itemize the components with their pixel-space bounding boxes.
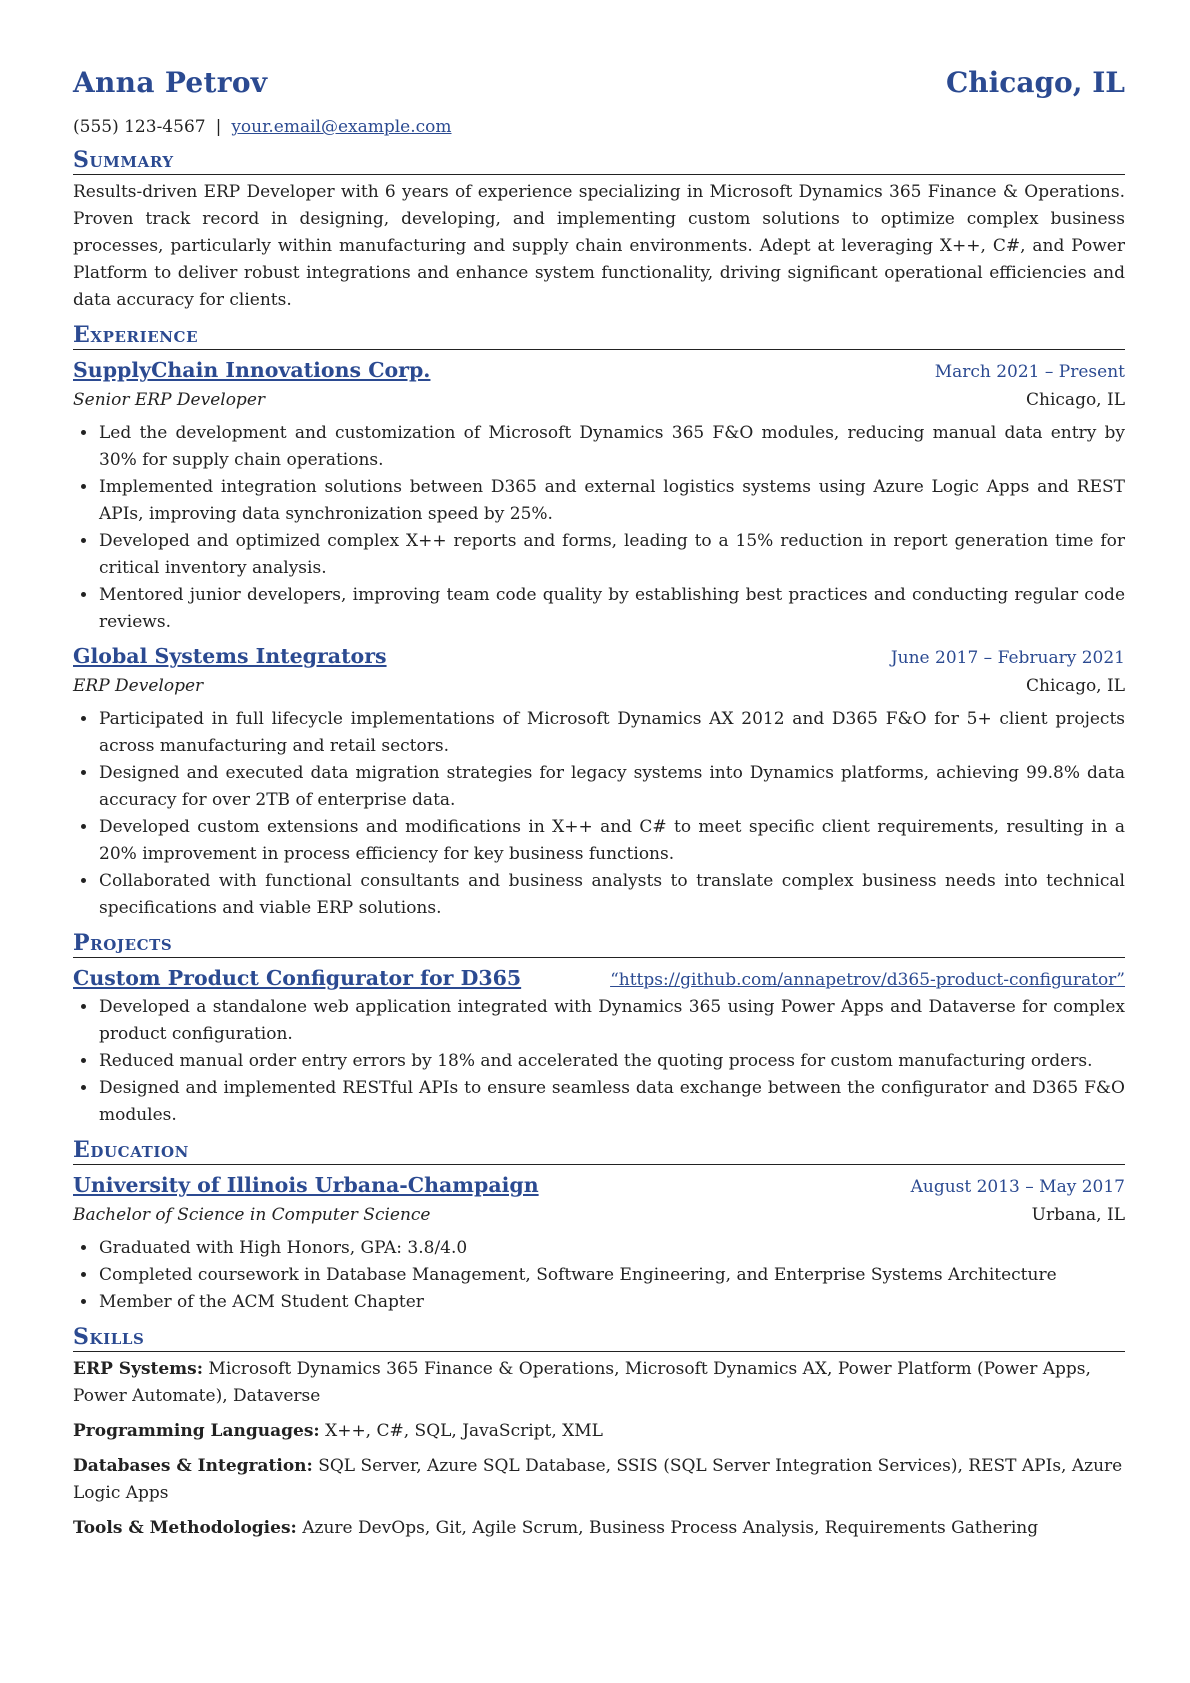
bullet-item: • Collaborated with functional consultants and business analysts to translate complex business needs into technical specifications and viable ERP solutions. [98,868,1125,922]
job-location: Chicago, IL [1026,390,1125,410]
phone-number: (555) 123-4567 [73,117,206,137]
skill-group [73,1418,1125,1445]
projects-heading: Projects [73,930,1125,958]
resume-header [73,66,1125,106]
bullet-item: • Led the development and customization of Microsoft Dynamics 365 F&O modules, reducing manual data entry by 30% for supply chain operations. [98,420,1125,474]
skill-group [73,1356,1125,1410]
skill-value: Azure DevOps, Git, Agile Scrum, Business Process Analysis, Requirements Gathering [302,1518,1039,1538]
job-bullets [73,420,1125,636]
contact-separator: | [215,117,222,137]
education-dates: August 2013 – May 2017 [910,1177,1125,1197]
bullet-item: • Designed and implemented RESTful APIs to ensure seamless data exchange between the configurator and D365 F&O modules. [98,1075,1125,1129]
resume-page [73,66,1125,1542]
skill-value: SQL Server, Azure SQL Database, SSIS (SQL Server Integration Services), REST APIs, Azure Logic Apps [73,1456,1123,1503]
bullet-item: • Reduced manual order entry errors by 18% and accelerated the quoting process for custom manufacturing orders. [98,1048,1125,1075]
project-name-link[interactable]: Custom Product Configurator for D365 [73,966,522,990]
school-name-link[interactable]: University of Illinois Urbana-Champaign [73,1173,539,1197]
job-dates: March 2021 – Present [934,362,1125,382]
job-bullets [73,706,1125,922]
bullet-item: • Developed custom extensions and modifications in X++ and C# to meet specific client requirements, resulting in a 20% improvement in process efficiency for key business functions. [98,814,1125,868]
skills-heading: Skills [73,1324,1125,1352]
company-name-link[interactable]: SupplyChain Innovations Corp. [73,358,431,382]
education-heading: Education [73,1137,1125,1165]
job-entry [73,356,1125,636]
education-entry [73,1171,1125,1316]
bullet-item: • Participated in full lifecycle implementations of Microsoft Dynamics AX 2012 and D365 F&O for 5+ client projects across manufacturing and retail sectors. [98,706,1125,760]
project-bullets [73,994,1125,1129]
summary-heading: Summary [73,147,1125,175]
skill-label: Databases & Integration: [73,1456,313,1476]
company-name-link[interactable]: Global Systems Integrators [73,644,387,668]
contact-line [73,115,1125,139]
experience-heading: Experience [73,322,1125,350]
bullet-item: • Completed coursework in Database Management, Software Engineering, and Enterprise Systems Architecture [98,1262,1125,1289]
bullet-item: • Implemented integration solutions between D365 and external logistics systems using Azure Logic Apps and REST APIs, improving data synchronization speed by 25%. [98,474,1125,528]
skill-group [73,1453,1125,1507]
bullet-item: • Developed and optimized complex X++ reports and forms, leading to a 15% reduction in report generation time for critical inventory analysis. [98,528,1125,582]
bullet-item: • Developed a standalone web application integrated with Dynamics 365 using Power Apps and Dataverse for complex product configuration. [98,994,1125,1048]
job-dates: June 2017 – February 2021 [890,648,1125,668]
skill-group [73,1515,1125,1542]
degree-title: Bachelor of Science in Computer Science [73,1205,431,1225]
skill-value: X++, C#, SQL, JavaScript, XML [325,1421,603,1441]
education-location: Urbana, IL [1031,1205,1125,1225]
candidate-name: Anna Petrov [73,66,268,99]
project-url-link[interactable]: “https://github.com/annapetrov/d365-product-configurator” [610,970,1125,990]
bullet-item: • Designed and executed data migration strategies for legacy systems into Dynamics platforms, achieving 99.8% data accuracy for over 2TB of enterprise data. [98,760,1125,814]
skills-list [73,1356,1125,1542]
job-title: Senior ERP Developer [73,390,266,410]
bullet-item: • Mentored junior developers, improving team code quality by establishing best practices and conducting regular code reviews. [98,582,1125,636]
email-link[interactable]: your.email@example.com [231,117,452,137]
job-location: Chicago, IL [1026,676,1125,696]
candidate-location: Chicago, IL [945,66,1125,99]
skill-value: Microsoft Dynamics 365 Finance & Operations, Microsoft Dynamics AX, Power Platform (Power Apps, Power Automate), Dataverse [73,1359,1091,1406]
job-title: ERP Developer [73,676,204,696]
bullet-item: • Member of the ACM Student Chapter [98,1289,1125,1316]
bullet-item: • Graduated with High Honors, GPA: 3.8/4.0 [98,1235,1125,1262]
education-bullets [73,1235,1125,1316]
summary-text: Results-driven ERP Developer with 6 years of experience specializing in Microsoft Dynamics 365 Finance & Operations. Proven track record in designing, developing, and implementing custom solutions to optimize complex business processes, particularly within manufacturing and supply chain environments. Adept at leveraging X++, C#, and Power Platform to deliver robust integrations and enhance system functionality, driving significant operational efficiencies and data accuracy for clients. [73,182,1125,310]
job-entry [73,642,1125,922]
skill-label: Programming Languages: [73,1421,320,1441]
project-entry [73,964,1125,1129]
skill-label: Tools & Methodologies: [73,1518,297,1538]
skill-label: ERP Systems: [73,1359,204,1379]
